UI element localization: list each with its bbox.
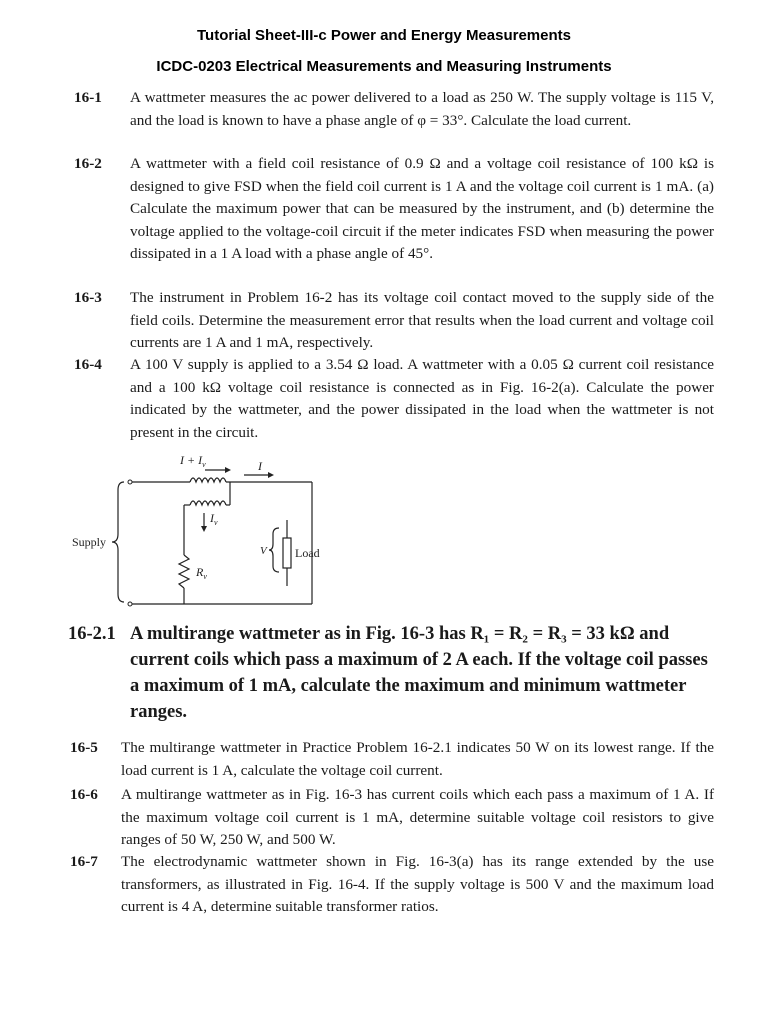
label-v: V	[260, 545, 267, 557]
label-supply: Supply	[72, 535, 107, 549]
problem-text: A wattmeter measures the ac power delivered to a load as 250 W. The supply voltage is 115 V, and the load is known to have a phase angle of φ = 33°. Calculate the load current.	[130, 89, 714, 129]
arrow-head	[201, 526, 207, 532]
v-brace	[269, 528, 279, 572]
problem-number: 16-6	[70, 786, 98, 803]
resistor-rv	[179, 555, 189, 588]
sheet-title: Tutorial Sheet-III-c Power and Energy Measurements	[197, 27, 571, 44]
problem-text: A multirange wattmeter as in Fig. 16-3 has current coils which each pass a maximum of 1 A. If the maximum voltage coil current is 1 mA, determine suitable voltage coil resistors to give ranges of 50 W, 250 W, and 500 W.	[121, 786, 714, 849]
label-load: Load	[295, 546, 320, 560]
label-rv: $R_v$	[196, 565, 207, 581]
practice-problem-16-2-1	[68, 621, 716, 725]
problem-number: 16-2	[74, 155, 102, 172]
problem-number: 16-5	[70, 739, 98, 756]
problem-text: A multirange wattmeter as in Fig. 16-3 has R₁ = R₂ = R₃ = 33 kΩ and current coils which pass a maximum of 2 A each. If the voltage coil passes a maximum of 1 mA, calculate the maximum and minimum wattmeter ranges.	[130, 624, 708, 722]
supply-brace	[112, 482, 124, 602]
current-coil	[190, 478, 226, 482]
problem-text: The instrument in Problem 16-2 has its voltage coil contact moved to the supply side of the field coils. Determine the measurement error that results when the load current and voltage coil currents are 1 A and 1 mA, respectively.	[130, 289, 714, 352]
problem-16-5	[70, 737, 714, 782]
terminal-top	[128, 480, 132, 484]
load-box	[283, 538, 291, 568]
arrow-head	[268, 472, 274, 478]
voltage-coil	[190, 501, 226, 505]
arrow-head	[225, 467, 231, 473]
problem-text: The multirange wattmeter in Practice Problem 16-2.1 indicates 50 W on its lowest range. If the load current is 1 A, calculate the voltage coil current.	[121, 739, 714, 779]
problem-16-7	[70, 851, 714, 919]
label-iv: $I_v$	[210, 511, 218, 527]
problem-number: 16-1	[74, 89, 102, 106]
problem-number: 16-4	[74, 356, 102, 373]
course-title: ICDC-0203 Electrical Measurements and Measuring Instruments	[156, 58, 612, 75]
label-i: I	[258, 459, 262, 473]
problem-number: 16-7	[70, 853, 98, 870]
label-i-plus-iv: $I + I_v$	[180, 453, 206, 469]
problem-number: 16-2.1	[68, 624, 116, 644]
terminal-bottom	[128, 602, 132, 606]
problem-text: A 100 V supply is applied to a 3.54 Ω load. A wattmeter with a 0.05 Ω current coil resistance and a 100 kΩ voltage coil resistance is connected as in Fig. 16-2(a). Calculate the power indicated by the wattmeter, and the power dissipated in the load when the wattmeter is not present in the circuit.	[130, 356, 714, 441]
problem-text: The electrodynamic wattmeter shown in Fig. 16-3(a) has its range extended by the use transformers, as illustrated in Fig. 16-4. If the supply voltage is 500 V and the maximum load current is 4 A, determine suitable transformer ratios.	[121, 853, 714, 916]
problem-text: A wattmeter with a field coil resistance of 0.9 Ω and a voltage coil resistance of 100 kΩ is designed to give FSD when the field coil current is 1 A and the voltage coil current is 1 mA. (a) Calculate the maximum power that can be measured by the instrument, and (b) determine the voltage applied to the voltage-coil circuit if the meter indicates FSD when measuring the power dissipated in a 1 A load with a phase angle of 45°.	[130, 155, 714, 263]
problem-16-6	[70, 784, 714, 852]
problem-number: 16-3	[74, 289, 102, 306]
